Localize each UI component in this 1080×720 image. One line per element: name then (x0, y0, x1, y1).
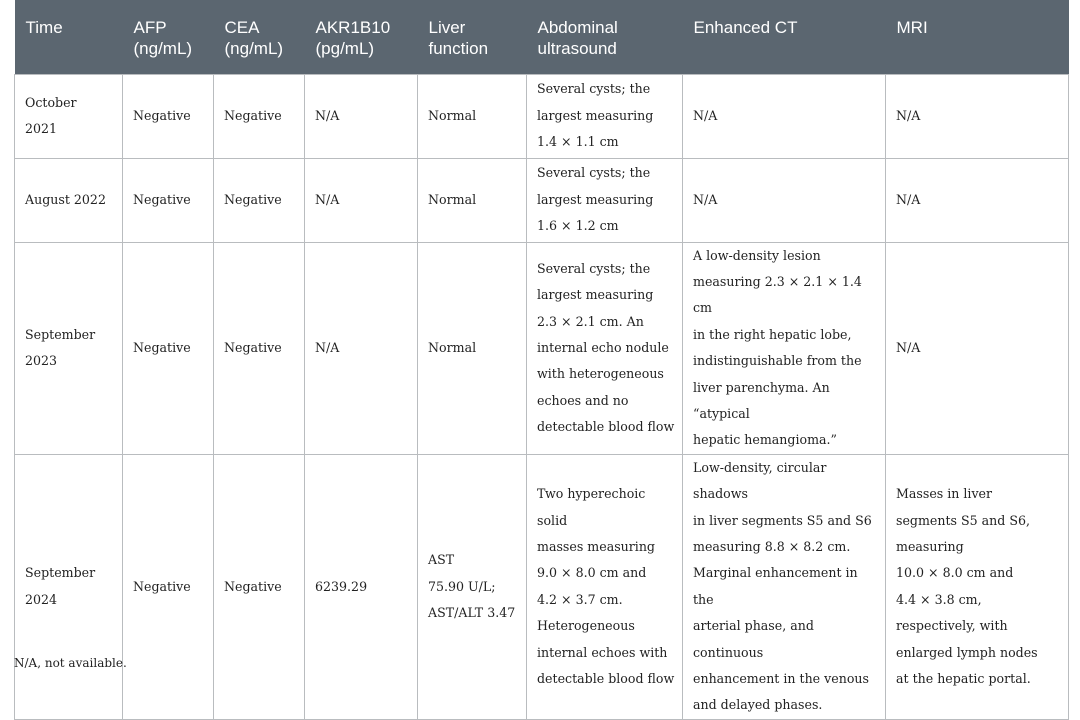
cell-text-line: 9.0 × 8.0 cm and (537, 565, 647, 581)
cell-text-line: Negative (133, 339, 191, 355)
cell-text-line: Negative (133, 191, 191, 207)
cell-text-line: Abdominal (537, 18, 618, 37)
cell-text-line: N/A (315, 191, 340, 207)
cell-afp (123, 454, 214, 719)
cell-text-line: Several cysts; the (537, 260, 651, 276)
cell-text-line: Enhanced CT (693, 18, 798, 37)
cell-text-line: 1.6 × 1.2 cm (537, 218, 619, 234)
cell-cea (214, 158, 305, 242)
cell-text-line: ultrasound (537, 39, 617, 58)
cell-text-line: echoes and no (537, 392, 629, 408)
cell-text-line: internal echo nodule (537, 339, 669, 355)
cell-text-line: liver parenchyma. An “atypical (693, 379, 830, 421)
cell-liver-function (418, 242, 527, 454)
cell-akr1b10 (305, 74, 418, 158)
cell-cea (214, 74, 305, 158)
cell-time (15, 158, 123, 242)
footnote: N/A, not available. (14, 656, 127, 670)
cell-enhanced-ct (683, 454, 886, 719)
column-header-abdominal-ultrasound (527, 0, 683, 74)
cell-text-line: 4.2 × 3.7 cm. (537, 591, 623, 607)
cell-text-line: September (25, 326, 96, 342)
cell-liver-function (418, 158, 527, 242)
cell-afp (123, 242, 214, 454)
cell-text-line: (ng/mL) (133, 39, 193, 58)
cell-time (15, 74, 123, 158)
cell-mri (886, 454, 1069, 719)
column-header-liver-function (418, 0, 527, 74)
cell-text-line: October (25, 94, 77, 110)
cell-time (15, 242, 123, 454)
cell-text-line: AST/ALT 3.47 (428, 604, 516, 620)
cell-text-line: measuring 2.3 × 2.1 × 1.4 cm (693, 273, 862, 316)
cell-text-line: 1.4 × 1.1 cm (537, 134, 619, 150)
cell-text-line: 2024 (25, 591, 58, 607)
cell-mri (886, 74, 1069, 158)
cell-abdominal-ultrasound (527, 242, 683, 454)
cell-text-line: Negative (224, 191, 282, 207)
cell-text-line: in liver segments S5 and S6 (693, 512, 872, 528)
cell-enhanced-ct (683, 74, 886, 158)
cell-akr1b10 (305, 158, 418, 242)
results-table (14, 0, 1069, 720)
cell-text-line: arterial phase, and continuous (693, 618, 814, 660)
cell-text-line: measuring 8.8 × 8.2 cm. (693, 538, 851, 554)
cell-text-line: 2.3 × 2.1 cm. An (537, 313, 644, 329)
cell-abdominal-ultrasound (527, 74, 683, 158)
cell-afp (123, 74, 214, 158)
header-row (15, 0, 1069, 74)
table-row (15, 158, 1069, 242)
cell-cea (214, 242, 305, 454)
column-header-cea (214, 0, 305, 74)
cell-text-line: N/A (315, 107, 340, 123)
cell-text-line: with heterogeneous (537, 366, 664, 382)
cell-text-line: Low-density, circular shadows (693, 459, 827, 502)
cell-text-line: enhancement in the venous (693, 671, 869, 686)
cell-liver-function (418, 74, 527, 158)
cell-text-line: CEA (224, 18, 260, 37)
table-row (15, 242, 1069, 454)
cell-text-line: Marginal enhancement in the (693, 565, 858, 607)
cell-text-line: Normal (428, 107, 477, 123)
cell-afp (123, 158, 214, 242)
cell-text-line: Negative (133, 578, 191, 594)
cell-text-line: detectable blood flow (537, 671, 675, 686)
cell-text-line: N/A (693, 107, 718, 123)
cell-text-line: N/A (896, 191, 921, 207)
cell-text-line: N/A (896, 107, 921, 123)
column-header-mri (886, 0, 1069, 74)
table-row (15, 454, 1069, 719)
cell-akr1b10 (305, 242, 418, 454)
cell-text-line: enlarged lymph nodes (896, 644, 1038, 660)
cell-text-line: masses measuring (537, 538, 655, 554)
cell-text-line: 2023 (25, 353, 58, 369)
cell-mri (886, 242, 1069, 454)
cell-text-line: Several cysts; the (537, 81, 651, 97)
cell-text-line: MRI (896, 18, 928, 37)
cell-text-line: measuring (896, 538, 964, 554)
cell-text-line: in the right hepatic lobe, (693, 326, 852, 342)
cell-text-line: N/A (315, 339, 340, 355)
cell-text-line: Negative (133, 107, 191, 123)
cell-text-line: Negative (224, 578, 282, 594)
column-header-enhanced-ct (683, 0, 886, 74)
cell-text-line: Negative (224, 339, 282, 355)
cell-text-line: N/A (693, 191, 718, 207)
cell-mri (886, 158, 1069, 242)
cell-akr1b10 (305, 454, 418, 719)
cell-text-line: Normal (428, 339, 477, 355)
table-row (15, 74, 1069, 158)
cell-text-line: hepatic hemangioma.” (693, 432, 837, 448)
cell-text-line: at the hepatic portal. (896, 671, 1031, 686)
cell-time (15, 454, 123, 719)
cell-text-line: 75.90 U/L; (428, 578, 496, 594)
column-header-afp (123, 0, 214, 74)
cell-text-line: and delayed phases. (693, 697, 823, 713)
cell-text-line: 2021 (25, 121, 58, 136)
cell-text-line: largest measuring (537, 107, 654, 123)
cell-text-line: AKR1B10 (315, 18, 391, 37)
cell-text-line: Heterogeneous (537, 618, 635, 634)
cell-text-line: respectively, with (896, 618, 1008, 634)
cell-text-line: function (428, 39, 489, 58)
cell-text-line: Several cysts; the (537, 165, 651, 181)
cell-text-line: Liver (428, 18, 466, 37)
cell-text-line: 4.4 × 3.8 cm, (896, 591, 982, 607)
cell-text-line: internal echoes with (537, 644, 668, 660)
cell-text-line: 10.0 × 8.0 cm and (896, 565, 1014, 581)
cell-text-line: AST (428, 552, 455, 568)
cell-text-line: indistinguishable from the (693, 353, 862, 369)
cell-text-line: largest measuring (537, 287, 654, 303)
cell-text-line: September (25, 565, 96, 581)
table-body (15, 74, 1069, 719)
cell-text-line: Masses in liver (896, 486, 993, 502)
cell-text-line: August 2022 (25, 191, 106, 207)
cell-text-line: Time (25, 18, 63, 37)
cell-enhanced-ct (683, 158, 886, 242)
cell-text-line: Normal (428, 191, 477, 207)
cell-text-line: Two hyperechoic solid (537, 486, 646, 528)
cell-text-line: N/A (896, 339, 921, 355)
column-header-time (15, 0, 123, 74)
cell-text-line: largest measuring (537, 191, 654, 207)
cell-text-line: (pg/mL) (315, 39, 375, 58)
cell-text-line: A low-density lesion (693, 247, 821, 263)
cell-text-line: Negative (224, 107, 282, 123)
cell-text-line: detectable blood flow (537, 419, 675, 435)
cell-cea (214, 454, 305, 719)
cell-abdominal-ultrasound (527, 158, 683, 242)
cell-liver-function (418, 454, 527, 719)
cell-text-line: AFP (133, 18, 167, 37)
cell-text-line: (ng/mL) (224, 39, 284, 58)
cell-text-line: segments S5 and S6, (896, 512, 1030, 528)
cell-text-line: 6239.29 (315, 578, 368, 594)
column-header-akr1b10 (305, 0, 418, 74)
cell-abdominal-ultrasound (527, 454, 683, 719)
cell-enhanced-ct (683, 242, 886, 454)
